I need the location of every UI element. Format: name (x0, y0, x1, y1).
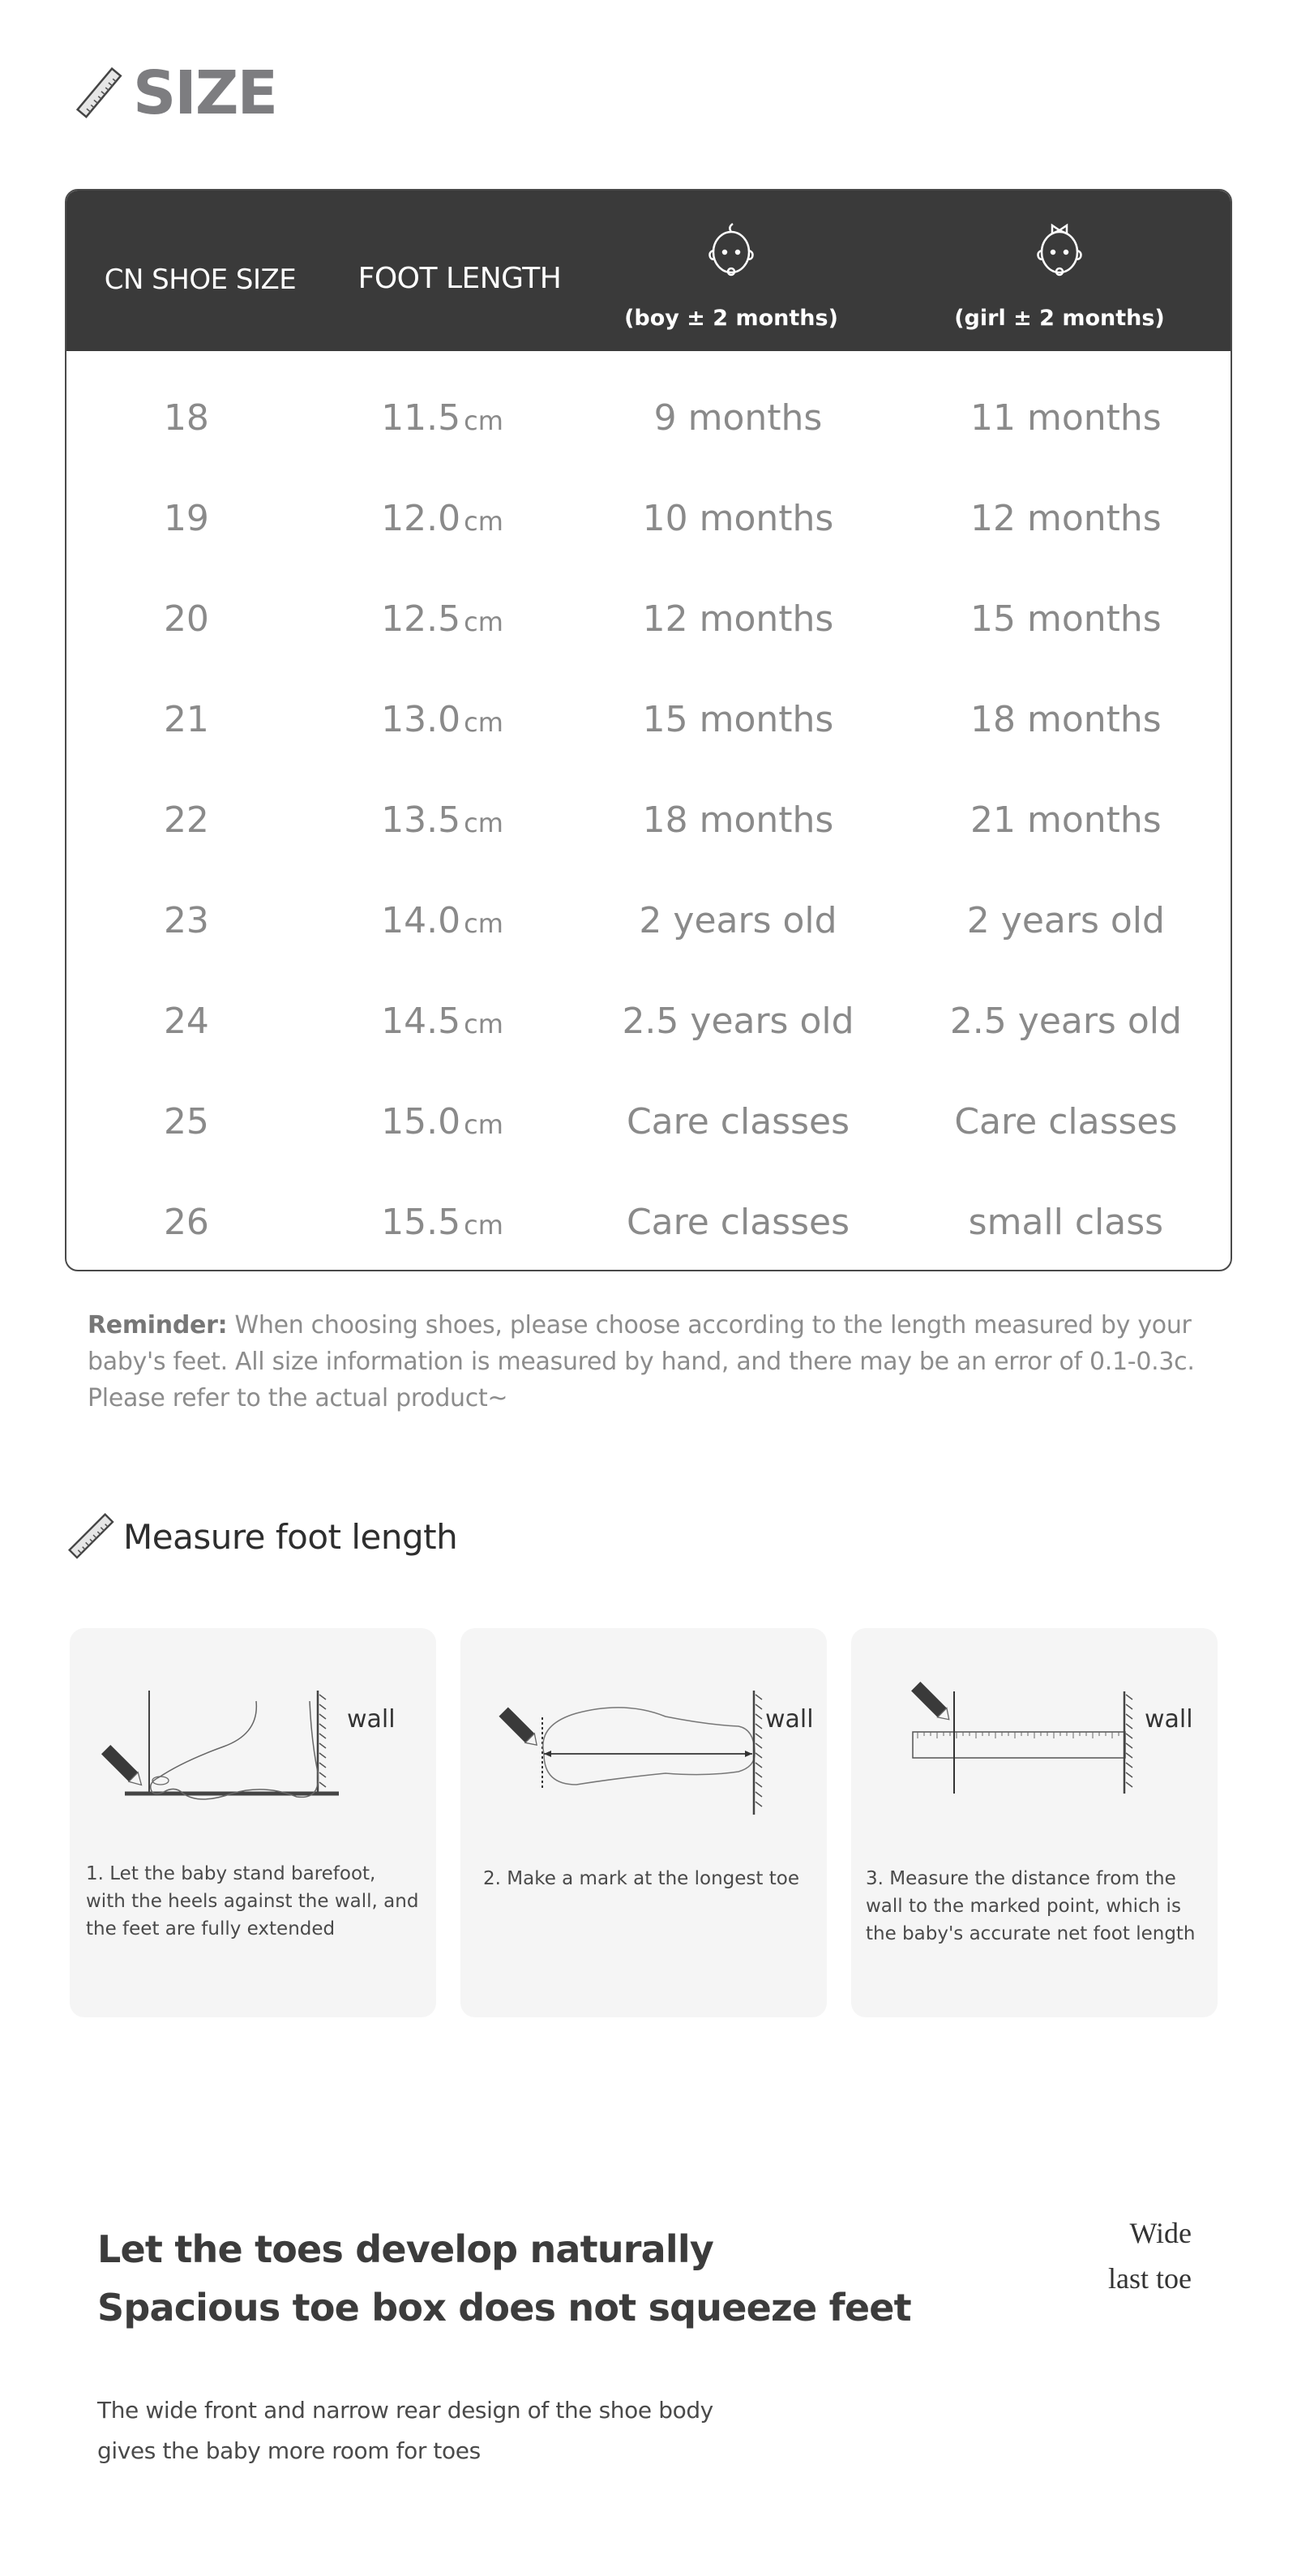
reminder-body: When choosing shoes, please choose according to the length measured by your baby's feet. All size information is measured by hand, and there may be an error of 0.1-0.3c. Please refer to the actual product~ (88, 1311, 1195, 1412)
cell-girl-age: 2.5 years old (949, 1000, 1182, 1042)
cell-length: 13.0 cm (381, 698, 503, 740)
cell-length: 14.0 cm (381, 899, 503, 941)
feature-description: The wide front and narrow rear design of the shoe body gives the baby more room for toes (97, 2397, 713, 2464)
cell-size: 21 (163, 698, 209, 740)
cell-length: 15.0 cm (381, 1100, 503, 1142)
cell-girl-age: 18 months (970, 698, 1162, 740)
wide-last-toe-label: Wide last toe (1108, 2217, 1192, 2295)
size-title-text: SIZE (133, 58, 277, 128)
wall-label: wall (1145, 1705, 1193, 1734)
cell-boy-age: Care classes (626, 1201, 850, 1243)
cell-boy-age: 18 months (642, 799, 834, 841)
cell-length: 14.5 cm (381, 1000, 503, 1042)
cell-length: 12.0 cm (381, 497, 503, 539)
header-girl-label: (girl ± 2 months) (954, 306, 1165, 331)
cell-girl-age: 21 months (970, 799, 1162, 841)
cell-size: 19 (163, 497, 209, 539)
table-row (66, 468, 1232, 568)
cell-size: 23 (163, 899, 209, 941)
reminder-text (88, 1307, 1222, 1417)
cell-boy-age: 10 months (642, 497, 834, 539)
measure-section-title (65, 1510, 457, 1563)
table-row (66, 1172, 1232, 1271)
cell-length: 12.5 cm (381, 598, 503, 640)
table-row (66, 971, 1232, 1071)
cell-girl-age: 15 months (970, 598, 1162, 640)
header-cn-shoe-size: CN SHOE SIZE (104, 264, 297, 296)
size-table (65, 189, 1232, 1271)
feature-title-line2: Spacious toe box does not squeeze feet (97, 2286, 911, 2330)
baby-girl-face-icon (1027, 218, 1092, 283)
cell-boy-age: 15 months (642, 698, 834, 740)
cell-boy-age: 2.5 years old (622, 1000, 854, 1042)
cell-girl-age: 2 years old (966, 899, 1165, 941)
step-text: 1. Let the baby stand barefoot, with the heels against the wall, and the feet are fully extended (86, 1863, 419, 1940)
cell-size: 26 (163, 1201, 209, 1243)
cell-boy-age: 2 years old (639, 899, 837, 941)
cell-length: 13.5 cm (381, 799, 503, 841)
cell-boy-age: Care classes (626, 1100, 850, 1142)
ruler-icon (65, 1510, 118, 1563)
cell-size: 24 (163, 1000, 209, 1042)
table-row (66, 870, 1232, 971)
table-header (66, 191, 1231, 351)
cell-size: 22 (163, 799, 209, 841)
feature-title (97, 2220, 911, 2337)
cell-boy-age: 9 months (653, 396, 823, 439)
table-row (66, 367, 1232, 468)
table-row (66, 669, 1232, 769)
size-section-title (71, 58, 277, 128)
foot-side-view-illustration (70, 1628, 436, 1839)
cell-girl-age: 12 months (970, 497, 1162, 539)
wall-label: wall (347, 1705, 396, 1734)
header-girl (914, 218, 1205, 331)
feature-title-line1: Let the toes develop naturally (97, 2227, 714, 2271)
measure-title-text: Measure foot length (123, 1516, 458, 1557)
cell-size: 25 (163, 1100, 209, 1142)
baby-boy-face-icon (699, 218, 764, 283)
cell-length: 15.5 cm (381, 1201, 503, 1243)
cell-girl-age: 11 months (970, 396, 1162, 439)
ruler-measure-illustration (851, 1628, 1218, 1839)
wall-label: wall (765, 1705, 814, 1734)
step-text: 3. Measure the distance from the wall to the marked point, which is the baby's accurate net foot length (866, 1868, 1196, 1944)
table-row (66, 769, 1232, 870)
step-card (851, 1628, 1218, 2017)
table-row (66, 568, 1232, 669)
header-foot-length: FOOT LENGTH (357, 262, 562, 295)
step-card (70, 1628, 436, 2017)
step-text: 2. Make a mark at the longest toe (483, 1868, 799, 1889)
cell-size: 18 (163, 396, 209, 439)
ruler-icon (71, 65, 128, 122)
foot-top-view-illustration (460, 1628, 827, 1839)
step-card (460, 1628, 827, 2017)
reminder-label: Reminder: (88, 1311, 228, 1339)
header-boy-label: (boy ± 2 months) (624, 306, 838, 331)
cell-length: 11.5 cm (381, 396, 503, 439)
header-boy (585, 218, 877, 331)
table-row (66, 1071, 1232, 1172)
measure-steps (70, 1628, 1221, 2017)
cell-size: 20 (163, 598, 209, 640)
cell-boy-age: 12 months (642, 598, 834, 640)
cell-girl-age: Care classes (954, 1100, 1178, 1142)
cell-girl-age: small class (968, 1201, 1164, 1243)
